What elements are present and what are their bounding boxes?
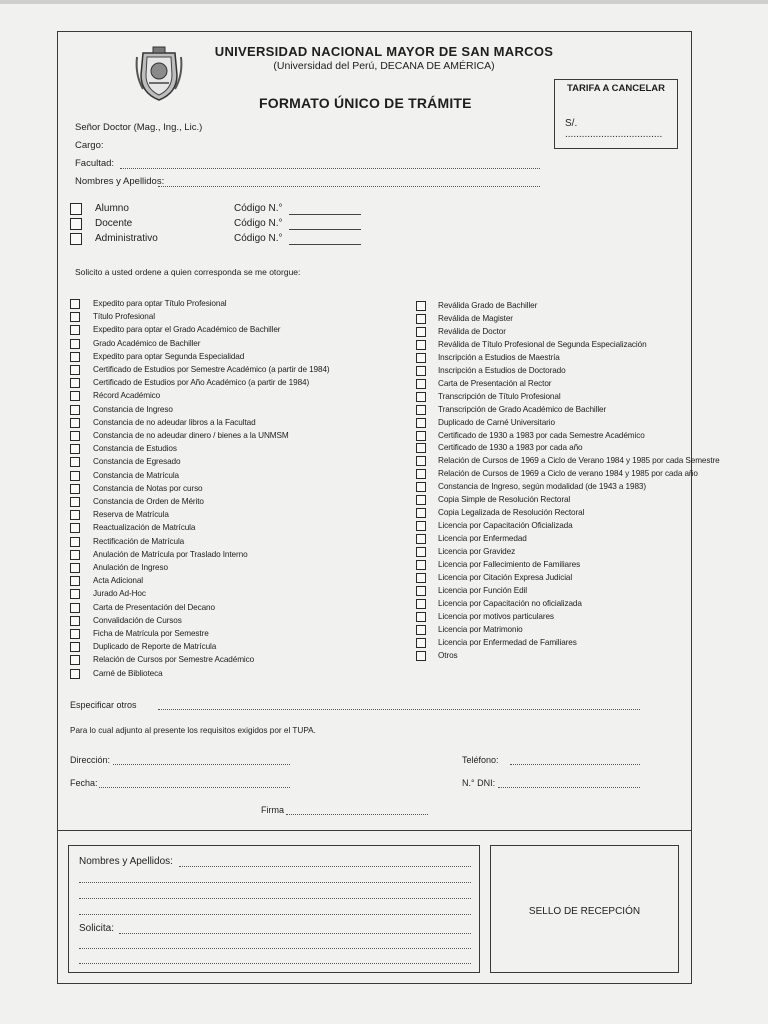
option-checkbox[interactable] <box>70 352 80 362</box>
tarifa-box <box>554 79 678 149</box>
option-label: Licencia por Citación Expresa Judicial <box>438 572 573 582</box>
option-label: Constancia de Ingreso, según modalidad (de 1943 a 1983) <box>438 482 646 492</box>
option-checkbox[interactable] <box>416 353 426 363</box>
option-checkbox[interactable] <box>70 603 80 613</box>
option-label: Carné de Biblioteca <box>93 668 163 678</box>
option-label: Certificado de Estudios por Semestre Académico (a partir de 1984) <box>93 365 330 374</box>
option-checkbox[interactable] <box>416 521 426 531</box>
dni-label: N.° DNI: <box>462 778 496 788</box>
option-checkbox[interactable] <box>70 655 80 665</box>
option-label: Inscripción a Estudios de Doctorado <box>438 365 566 375</box>
receipt-box <box>68 845 480 973</box>
code-label: Código N.° <box>234 233 283 244</box>
option-label: Licencia por Capacitación no oficializada <box>438 598 582 608</box>
option-checkbox[interactable] <box>416 405 426 415</box>
option-checkbox[interactable] <box>416 547 426 557</box>
addressee-label: Señor Doctor (Mag., Ing., Lic.) <box>75 122 203 133</box>
receipt-line[interactable] <box>79 914 471 915</box>
reception-stamp-label: SELLO DE RECEPCIÓN <box>528 906 641 917</box>
option-label: Carta de Presentación al Rector <box>438 378 552 388</box>
especificar-label: Especificar otros <box>70 700 137 710</box>
option-label: Certificado de Estudios por Año Académico (a partir de 1984) <box>93 378 310 388</box>
option-label: Duplicado de Carné Universitario <box>438 417 555 427</box>
option-checkbox[interactable] <box>416 418 426 428</box>
option-label: Inscripción a Estudios de Maestría <box>438 352 560 362</box>
option-label: Transcripción de Título Profesional <box>438 391 561 401</box>
firma-field[interactable] <box>286 814 428 815</box>
option-label: Carta de Presentación del Decano <box>93 602 215 612</box>
option-checkbox[interactable] <box>416 482 426 492</box>
option-checkbox[interactable] <box>416 560 426 570</box>
option-label: Constancia de Egresado <box>93 457 181 467</box>
option-checkbox[interactable] <box>70 589 80 599</box>
option-checkbox[interactable] <box>70 576 80 586</box>
cargo-label: Cargo: <box>75 140 104 151</box>
facultad-field[interactable] <box>120 168 540 169</box>
option-checkbox[interactable] <box>70 497 80 507</box>
option-label: Relación de Cursos de 1969 a Ciclo de Verano 1984 y 1985 por cada Semestre <box>438 456 720 466</box>
code-label: Código N.° <box>234 203 283 214</box>
option-label: Constancia de Orden de Mérito <box>93 497 204 506</box>
option-label: Constancia de Estudios <box>93 444 177 454</box>
option-label: Transcripción de Grado Académico de Bachiller <box>438 404 607 414</box>
option-label: Relación de Cursos de 1969 a Ciclo de verano 1984 y 1985 por cada año <box>438 469 698 479</box>
direccion-field[interactable] <box>113 764 290 765</box>
option-checkbox[interactable] <box>416 573 426 583</box>
role-label: Alumno <box>95 203 129 214</box>
option-label: Licencia por Capacitación Oficializada <box>438 521 573 531</box>
especificar-field[interactable] <box>158 709 640 710</box>
option-label: Título Profesional <box>93 312 155 322</box>
option-label: Licencia por Enfermedad de Familiares <box>438 637 577 647</box>
role-label: Administrativo <box>95 233 158 244</box>
option-checkbox[interactable] <box>70 484 80 494</box>
direccion-label: Dirección: <box>70 755 111 765</box>
code-label: Código N.° <box>234 218 283 229</box>
option-checkbox[interactable] <box>70 391 80 401</box>
option-label: Reválida de Título Profesional de Segunda Especialización <box>438 339 647 349</box>
option-label: Rectificación de Matrícula <box>93 536 185 546</box>
option-checkbox[interactable] <box>416 469 426 479</box>
reception-stamp-box <box>490 845 679 973</box>
option-label: Jurado Ad-Hoc <box>93 589 146 599</box>
option-label: Constancia de no adeudar libros a la Facultad <box>93 417 256 427</box>
role-label: Docente <box>95 218 133 229</box>
tarifa-amount-field[interactable]: S/. ................................... <box>565 118 663 140</box>
code-field[interactable] <box>289 244 361 245</box>
option-checkbox[interactable] <box>416 534 426 544</box>
option-checkbox[interactable] <box>416 431 426 441</box>
option-checkbox[interactable] <box>416 340 426 350</box>
option-label: Copia Simple de Resolución Rectoral <box>438 495 571 505</box>
receipt-solicita-label: Solicita: <box>79 923 115 934</box>
facultad-label: Facultad: <box>75 158 115 169</box>
option-checkbox[interactable] <box>70 339 80 349</box>
university-subtitle: (Universidad del Perú, DECANA DE AMÉRICA) <box>273 60 495 72</box>
option-label: Anulación de Ingreso <box>93 563 168 572</box>
tarifa-title: TARIFA A CANCELAR <box>567 83 665 94</box>
option-checkbox[interactable] <box>70 405 80 415</box>
option-label: Anulación de Matrícula por Traslado Interno <box>93 549 248 559</box>
fecha-field[interactable] <box>99 787 290 788</box>
receipt-line[interactable] <box>79 898 471 899</box>
receipt-line[interactable] <box>79 882 471 883</box>
option-checkbox[interactable] <box>70 457 80 467</box>
option-label: Licencia por Función Edil <box>438 585 527 595</box>
option-label: Constancia de no adeudar dinero / bienes a la UNMSM <box>93 431 289 440</box>
code-field[interactable] <box>289 229 361 230</box>
option-checkbox[interactable] <box>70 616 80 626</box>
option-label: Licencia por Gravidez <box>438 547 516 557</box>
telefono-label: Teléfono: <box>462 755 499 765</box>
option-label: Licencia por Enfermedad <box>438 534 527 544</box>
option-checkbox[interactable] <box>416 301 426 311</box>
option-checkbox[interactable] <box>416 495 426 505</box>
telefono-field[interactable] <box>510 764 640 765</box>
option-checkbox[interactable] <box>70 537 80 547</box>
option-label: Certificado de 1930 a 1983 por cada Semestre Académico <box>438 430 645 440</box>
nombres-label: Nombres y Apellidos: <box>75 176 165 187</box>
form-frame <box>57 31 692 984</box>
option-label: Acta Adicional <box>93 576 144 586</box>
option-label: Certificado de 1930 a 1983 por cada año <box>438 443 583 453</box>
option-label: Licencia por Matrimonio <box>438 624 523 634</box>
option-checkbox[interactable] <box>416 379 426 389</box>
request-intro: Solicito a usted ordene a quien corresponda se me otorgue: <box>75 267 301 277</box>
role-checkbox[interactable] <box>70 233 82 245</box>
option-label: Convalidación de Cursos <box>93 615 182 625</box>
option-checkbox[interactable] <box>70 312 80 322</box>
receipt-solicita-field[interactable] <box>119 933 471 934</box>
page-top-edge <box>0 0 768 4</box>
option-checkbox[interactable] <box>416 392 426 402</box>
option-checkbox[interactable] <box>416 638 426 648</box>
option-checkbox[interactable] <box>70 510 80 520</box>
option-checkbox[interactable] <box>70 431 80 441</box>
receipt-separator <box>57 830 692 831</box>
option-checkbox[interactable] <box>416 456 426 466</box>
code-field[interactable] <box>289 214 361 215</box>
role-checkbox[interactable] <box>70 218 82 230</box>
option-label: Ficha de Matrícula por Semestre <box>93 629 209 638</box>
option-checkbox[interactable] <box>70 299 80 309</box>
option-checkbox[interactable] <box>416 508 426 518</box>
option-checkbox[interactable] <box>70 629 80 639</box>
option-checkbox[interactable] <box>70 378 80 388</box>
fecha-label: Fecha: <box>70 778 98 788</box>
option-checkbox[interactable] <box>70 418 80 428</box>
option-label: Relación de Cursos por Semestre Académico <box>93 655 255 665</box>
option-label: Récord Académico <box>93 391 161 401</box>
option-checkbox[interactable] <box>70 523 80 533</box>
option-checkbox[interactable] <box>416 366 426 376</box>
option-checkbox[interactable] <box>416 651 426 661</box>
option-label: Licencia por motivos particulares <box>438 611 554 621</box>
receipt-line[interactable] <box>79 963 471 964</box>
option-checkbox[interactable] <box>416 625 426 635</box>
option-label: Expedito para optar Segunda Especialidad <box>93 351 245 361</box>
option-label: Reserva de Matrícula <box>93 510 169 520</box>
form-title: FORMATO ÚNICO DE TRÁMITE <box>259 95 472 111</box>
option-label: Duplicado de Reporte de Matrícula <box>93 642 217 652</box>
option-label: Expedito para optar el Grado Académico de Bachiller <box>93 325 281 335</box>
option-checkbox[interactable] <box>70 325 80 335</box>
option-checkbox[interactable] <box>416 599 426 609</box>
option-label: Constancia de Notas por curso <box>93 483 203 493</box>
option-checkbox[interactable] <box>70 550 80 560</box>
option-checkbox[interactable] <box>416 612 426 622</box>
option-checkbox[interactable] <box>70 669 80 679</box>
university-name: UNIVERSIDAD NACIONAL MAYOR DE SAN MARCOS <box>214 44 554 59</box>
option-label: Constancia de Matrícula <box>93 470 179 480</box>
option-label: Expedito para optar Título Profesional <box>93 299 227 308</box>
dni-field[interactable] <box>498 787 640 788</box>
role-checkbox[interactable] <box>70 203 82 215</box>
option-label: Constancia de Ingreso <box>93 404 173 414</box>
adjunto-text: Para lo cual adjunto al presente los requisitos exigidos por el TUPA. <box>70 726 316 735</box>
option-label: Otros <box>438 650 458 660</box>
option-label: Licencia por Fallecimiento de Familiares <box>438 560 581 569</box>
firma-label: Firma <box>261 805 284 815</box>
receipt-line[interactable] <box>79 948 471 949</box>
option-label: Grado Académico de Bachiller <box>93 338 201 348</box>
option-label: Reválida de Doctor <box>438 326 506 336</box>
option-label: Reactualización de Matrícula <box>93 523 196 533</box>
option-label: Copia Legalizada de Resolución Rectoral <box>438 508 585 518</box>
option-checkbox[interactable] <box>70 365 80 375</box>
receipt-nombres-field[interactable] <box>179 866 471 867</box>
option-checkbox[interactable] <box>416 314 426 324</box>
option-checkbox[interactable] <box>70 642 80 652</box>
nombres-field[interactable] <box>158 186 540 187</box>
option-checkbox[interactable] <box>70 563 80 573</box>
option-checkbox[interactable] <box>70 471 80 481</box>
option-checkbox[interactable] <box>70 444 80 454</box>
option-label: Reválida de Magister <box>438 313 513 323</box>
receipt-nombres-label: Nombres y Apellidos: <box>79 856 173 867</box>
option-checkbox[interactable] <box>416 586 426 596</box>
option-checkbox[interactable] <box>416 327 426 337</box>
option-label: Reválida Grado de Bachiller <box>438 301 538 310</box>
option-checkbox[interactable] <box>416 443 426 453</box>
